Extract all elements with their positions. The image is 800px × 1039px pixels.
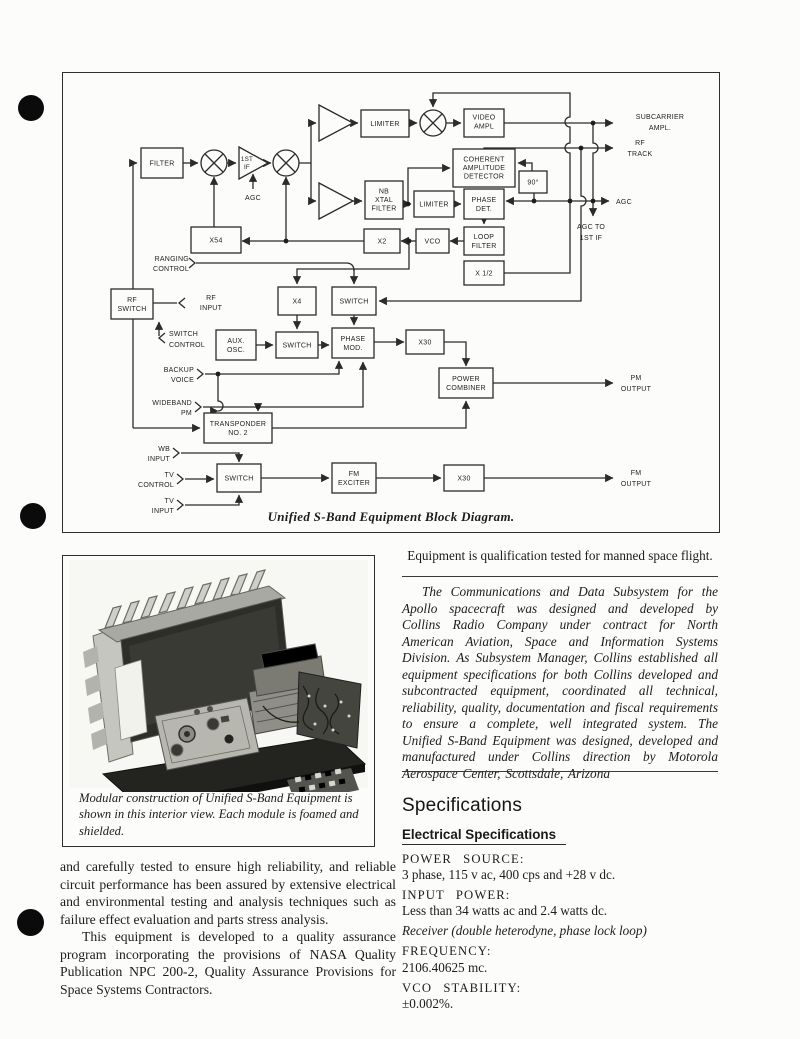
- backup-voice-label: BACKUP: [163, 367, 194, 374]
- x4-label: X4: [292, 298, 302, 306]
- tv-input-label: INPUT: [151, 508, 174, 515]
- wideband-pm-chevron-icon: [195, 402, 201, 412]
- nb-xtal-label: NB: [378, 188, 390, 196]
- backup-voice-label: VOICE: [170, 377, 194, 384]
- video-ampl-label: AMPL: [473, 123, 495, 131]
- photo-caption-line: shielded.: [79, 824, 125, 839]
- fm-output-label: FM: [630, 470, 642, 477]
- block-diagram: [63, 73, 719, 532]
- coherent-label: COHERENT: [463, 156, 505, 164]
- electrical-title-wrap: [402, 826, 566, 844]
- rf-switch-box: [111, 289, 153, 319]
- subcarrier-ampl-label: SUBCARRIER: [635, 114, 685, 121]
- equipment-photo-panel: [62, 555, 375, 847]
- transponder-label: TRANSPONDER: [209, 421, 267, 428]
- mixer-icon: [201, 150, 227, 176]
- spec-label: VCO STABILITY:: [402, 980, 522, 995]
- first-if-label: IF: [243, 164, 251, 171]
- spec-value: 2106.40625 mc.: [402, 959, 488, 975]
- body-paragraph: This equipment is developed to a quality assurance program incorporating the provisions of NASA Quality Publication NPC 200-2, Quality Assurance Provisions for Space Systems Contractors.: [60, 929, 396, 997]
- x-half-label: X 1/2: [475, 270, 493, 278]
- switch-tv-label: SWITCH: [224, 475, 254, 483]
- spec-note: Receiver (double heterodyne, phase lock loop): [402, 923, 647, 939]
- vco-label: VCO: [424, 238, 441, 246]
- divider-rule: [402, 771, 718, 772]
- amplifier-icon: [319, 183, 353, 219]
- specifications-list: [402, 847, 718, 1013]
- power-combiner-label: COMBINER: [446, 385, 486, 392]
- phase-mod-label: MOD.: [343, 345, 363, 352]
- power-combiner-label: POWER: [452, 376, 480, 383]
- amplifier-icon: [319, 105, 353, 141]
- video-ampl-label: VIDEO: [472, 114, 496, 122]
- phase-mod-box: [332, 328, 374, 358]
- switch-control-chevron-icon: [159, 333, 165, 343]
- fm-output-label: OUTPUT: [620, 481, 652, 488]
- body-paragraph: and carefully tested to ensure high reliability, and reliable circuit performance has been assured by extensive electrical and environmental testing and analysis techniques such as failure effect evaluation and parts stress analysis.: [60, 859, 396, 927]
- phase-det-label: DET.: [475, 206, 493, 213]
- tv-control-chevron-icon: [177, 474, 183, 484]
- backup-voice-chevron-icon: [197, 369, 203, 379]
- rf-input-label: RF: [206, 295, 216, 302]
- spec-label: POWER SOURCE:: [402, 851, 525, 866]
- aux-osc-label: AUX.: [227, 338, 245, 345]
- collins-paragraph: The Communications and Data Subsystem for the Apollo spacecraft was designed and developed by Collins Radio Company under contract for North American Aviation, Space and Information Systems Division. As Subsystem Manager, Collins established all equipment specifications for both Collins developed and subcontracted equipment, coordinated all technical, reliability, quality, documentation and fiscal requirements to ensure a complete, well integrated system. The Unified S-Band Equipment was designed, developed and manufactured under Collins direction by Motorola Aerospace Center, Scottsdale, Arizona: [402, 584, 718, 782]
- loop-filter-box: [464, 227, 504, 255]
- power-combiner-box: [439, 368, 493, 398]
- tv-control-label: CONTROL: [138, 482, 174, 489]
- wb-input-chevron-icon: [173, 448, 179, 458]
- spec-value: Less than 34 watts ac and 2.4 watts dc.: [402, 903, 608, 919]
- punch-hole-dot: [18, 95, 44, 121]
- agc-out-label: AGC: [616, 199, 632, 206]
- qualification-statement: Equipment is qualification tested for manned space flight.: [407, 548, 713, 563]
- wb-input-label: INPUT: [147, 456, 170, 463]
- tv-control-label: TV: [164, 472, 174, 479]
- aux-osc-box: [216, 330, 256, 360]
- electrical-specifications-title: Electrical Specifications: [402, 827, 566, 845]
- rf-track-label: TRACK: [627, 151, 653, 158]
- rf-input-chevron-icon: [179, 298, 185, 308]
- loop-filter-label: FILTER: [471, 243, 497, 250]
- diagram-caption: Unified S-Band Equipment Block Diagram.: [267, 509, 515, 524]
- photo-caption-line: shown in this interior view. Each module is foamed and: [79, 807, 359, 822]
- rf-switch-label: RF: [127, 297, 137, 304]
- first-if-label: 1ST: [240, 156, 254, 163]
- tv-input-label: TV: [164, 498, 174, 505]
- fm-exciter-label: FM: [348, 471, 360, 478]
- agc-in-label: AGC: [245, 195, 261, 202]
- limiter-nb-label: LIMITER: [419, 201, 449, 209]
- agc-to-1st-if-label: 1ST IF: [579, 235, 603, 242]
- rf-input-label: INPUT: [199, 305, 223, 312]
- transponder-label: NO. 2: [228, 430, 248, 437]
- wideband-pm-label: PM: [181, 410, 192, 417]
- agc-to-1st-if-label: AGC TO: [576, 224, 606, 231]
- loop-filter-label: LOOP: [473, 234, 495, 241]
- photo-caption-line: Modular construction of Unified S-Band Equipment is: [79, 790, 353, 805]
- aux-osc-label: OSC.: [226, 347, 246, 354]
- fm-exciter-label: EXCITER: [337, 480, 371, 487]
- mixer-icon: [420, 110, 446, 136]
- x30-fm-label: X30: [457, 475, 471, 483]
- x30-pm-label: X30: [418, 339, 432, 347]
- switch-control-label: CONTROL: [169, 342, 205, 349]
- body-text: [60, 858, 396, 998]
- phase-det-label: PHASE: [471, 197, 497, 204]
- x2-label: X2: [377, 238, 387, 246]
- spec-value: 3 phase, 115 v ac, 400 cps and +28 v dc.: [402, 867, 616, 882]
- equipment-photo: [63, 556, 374, 792]
- transponder-box: [204, 413, 272, 443]
- specifications-title: Specifications: [402, 795, 523, 816]
- spec-value: ±0.002%.: [402, 996, 454, 1012]
- wideband-pm-label: WIDEBAND: [152, 400, 192, 407]
- fm-exciter-box: [332, 463, 376, 493]
- pm-output-label: PM: [630, 375, 642, 382]
- deg90-label: 90°: [527, 179, 539, 187]
- phase-mod-label: PHASE: [340, 336, 366, 343]
- divider-rule: [402, 576, 718, 577]
- punch-hole-dot: [20, 503, 46, 529]
- switch-control-label: SWITCH: [169, 331, 199, 338]
- coherent-label: DETECTOR: [463, 173, 505, 181]
- coherent-label: AMPLITUDE: [462, 165, 506, 172]
- photo-caption: [79, 790, 362, 840]
- spec-label: INPUT POWER:: [402, 888, 511, 902]
- rf-track-label: RF: [635, 140, 645, 147]
- subcarrier-ampl-label: AMPL.: [648, 125, 672, 132]
- ranging-control-chevron-icon: [189, 258, 195, 268]
- rf-switch-label: SWITCH: [117, 306, 147, 313]
- nb-xtal-label: FILTER: [371, 205, 397, 213]
- switch-aux-label: SWITCH: [282, 342, 312, 350]
- mixer-icon: [273, 150, 299, 176]
- limiter-top-label: LIMITER: [370, 121, 400, 128]
- punch-hole-dot: [17, 909, 44, 936]
- nb-xtal-label: XTAL: [375, 197, 393, 204]
- spec-label: FREQUENCY:: [402, 944, 492, 959]
- wb-input-label: WB: [158, 446, 170, 453]
- block-diagram-panel: [62, 72, 720, 533]
- pm-output-label: OUTPUT: [620, 386, 652, 393]
- ranging-control-label: CONTROL: [153, 266, 189, 273]
- switch-ranging-label: SWITCH: [339, 298, 369, 306]
- phase-det-box: [464, 189, 504, 219]
- filter-label: FILTER: [149, 160, 175, 168]
- interior-cutout: [115, 660, 147, 740]
- ranging-control-label: RANGING: [154, 256, 189, 263]
- x54-label: X54: [209, 237, 223, 245]
